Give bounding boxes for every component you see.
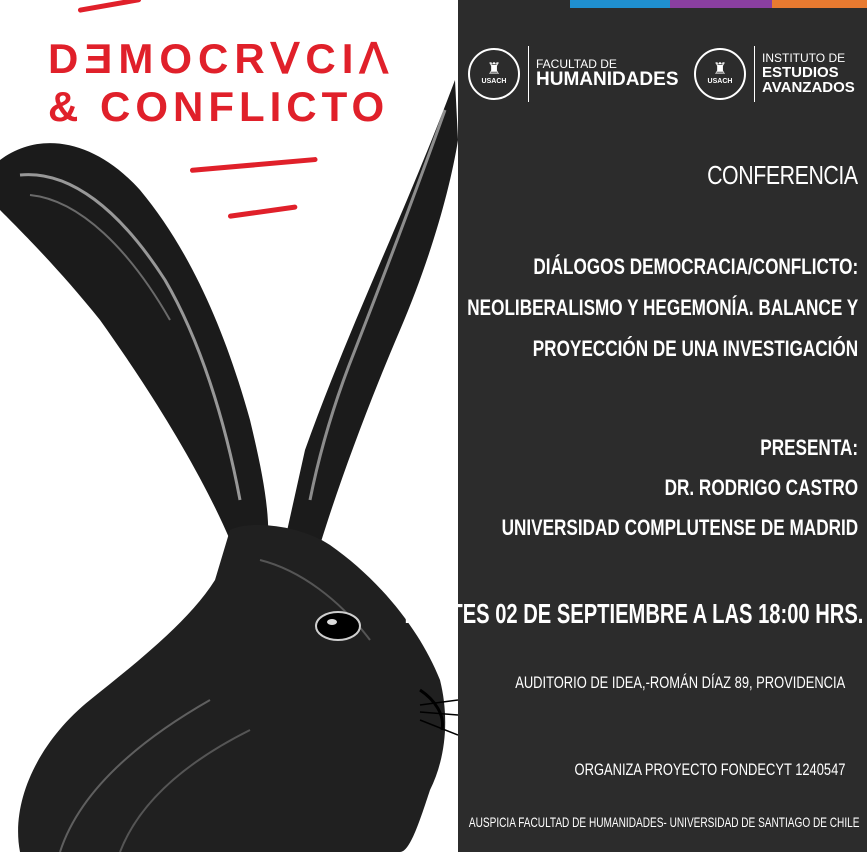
info-panel [404,0,867,852]
logo-line: FACULTAD DE [536,56,617,71]
logo-divider [754,46,755,102]
color-bar-orange [772,0,867,8]
logo-line: AVANZADOS [762,79,855,97]
logo-line: INSTITUTO DE [762,50,846,65]
event-title [467,246,858,369]
event-organizer: ORGANIZA PROYECTO FONDECYT 1240547 [574,760,845,779]
event-type: CONFERENCIA [707,160,858,190]
presenter [501,428,858,548]
hare-eye [316,612,360,640]
title-line: DIÁLOGOS DEMOCRACIA/CONFLICTO: [533,254,858,279]
logo-line: ESTUDIOS [762,63,839,81]
event-place: AUDITORIO DE IDEA,-ROMÁN DÍAZ 89, PROVIDENCIA [515,673,845,692]
brand-line-1: DƎMOCRᐯCIᐱ [48,35,395,82]
presenter-line: PRESENTA: [760,435,858,460]
color-bar-blue [570,0,670,8]
usach-seal-icon: ♜ USACH [468,48,520,100]
usach-seal-icon: ♜ USACH [694,48,746,100]
title-line: NEOLIBERALISMO Y HEGEMONÍA. BALANCE Y [467,295,858,320]
logo-divider [528,46,529,102]
brand-line-2: & CONFLICTO [48,83,390,130]
brand-title [48,35,395,130]
logo-facultad-humanidades [468,46,679,102]
presenter-line: DR. RODRIGO CASTRO [664,475,858,500]
logo-line: HUMANIDADES [536,69,679,91]
event-date: MARTES 02 DE SEPTIEMBRE A LAS 18:00 HRS. [404,598,863,629]
logo-instituto-estudios-avanzados [694,46,855,102]
presenter-line: UNIVERSIDAD COMPLUTENSE DE MADRID [501,515,858,540]
title-line: PROYECCIÓN DE UNA INVESTIGACIÓN [532,336,858,361]
color-bar-purple [670,0,772,8]
event-sponsor: AUSPICIA FACULTAD DE HUMANIDADES- UNIVERSIDAD DE SANTIAGO DE CHILE [468,814,859,830]
